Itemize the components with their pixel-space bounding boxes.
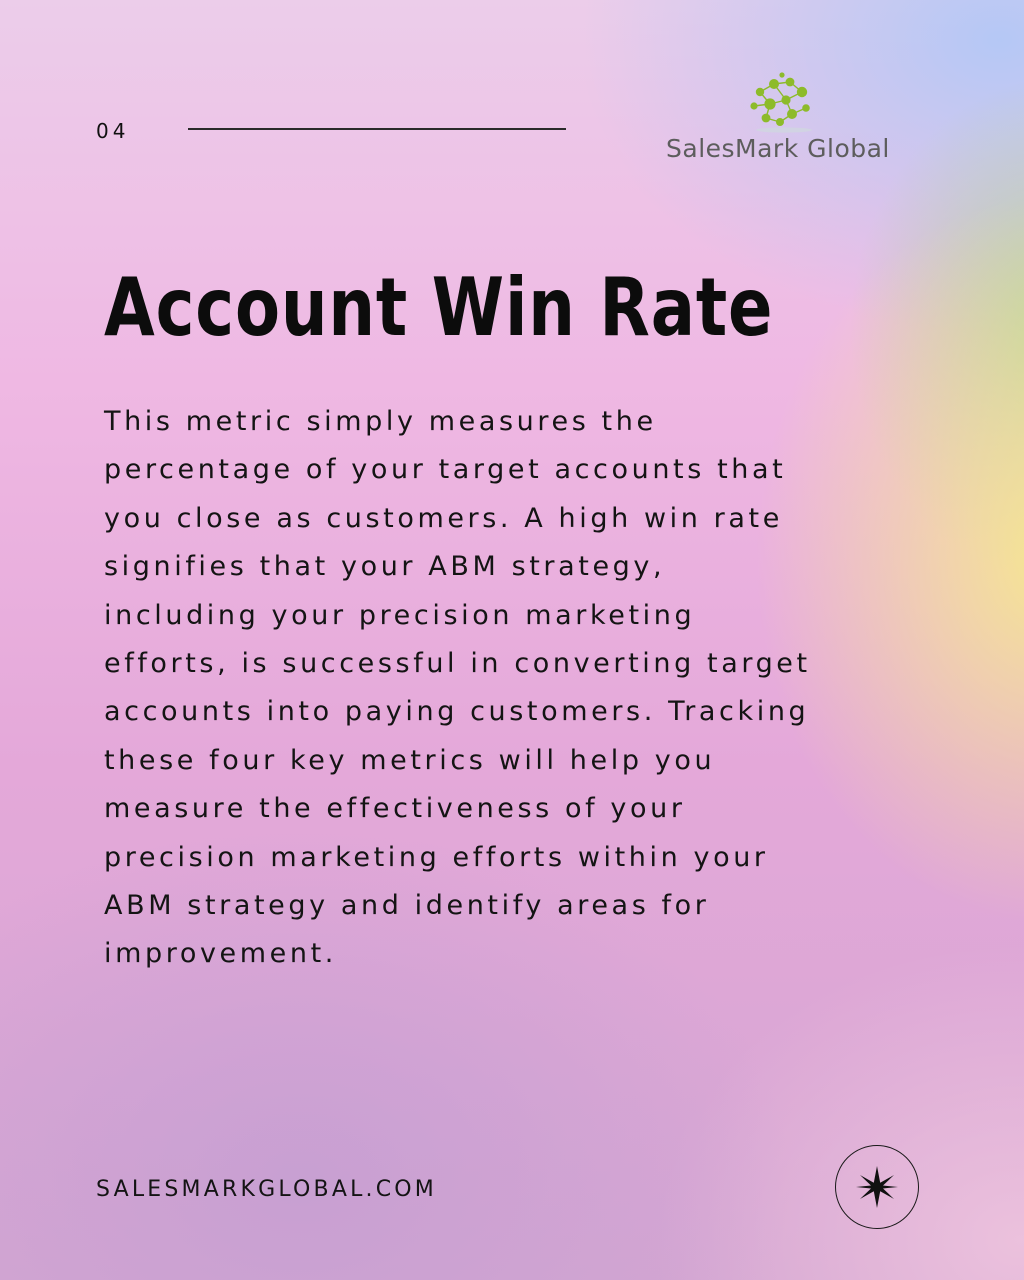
body-line: you close as customers. A high win rate <box>104 502 783 534</box>
website-link[interactable]: SALESMARKGLOBAL.COM <box>96 1177 437 1202</box>
sparkle-star-icon <box>856 1166 898 1208</box>
body-line: This metric simply measures the <box>104 406 657 437</box>
body-line: percentage of your target accounts that <box>104 454 787 486</box>
globe-network-icon <box>746 72 816 134</box>
body-line: precision marketing efforts within your <box>104 841 769 873</box>
body-line: signifies that your ABM strategy, <box>104 551 666 583</box>
top-divider <box>188 128 566 130</box>
body-line: measure the effectiveness of your <box>104 793 686 825</box>
brand-name: SalesMark Global <box>666 134 890 163</box>
body-line: improvement. <box>104 938 337 970</box>
body-line: efforts, is successful in converting target <box>104 648 811 680</box>
brand-logo <box>662 68 912 168</box>
body-line: ABM strategy and identify areas for <box>104 890 710 922</box>
page-number: 04 <box>96 119 130 143</box>
body-line: including your precision marketing <box>104 599 696 631</box>
next-button[interactable] <box>835 1145 919 1229</box>
slide-body <box>104 398 924 979</box>
slide-title: Account Win Rate <box>104 261 774 354</box>
body-line: accounts into paying customers. Tracking <box>104 696 810 728</box>
body-line: these four key metrics will help you <box>104 744 716 776</box>
